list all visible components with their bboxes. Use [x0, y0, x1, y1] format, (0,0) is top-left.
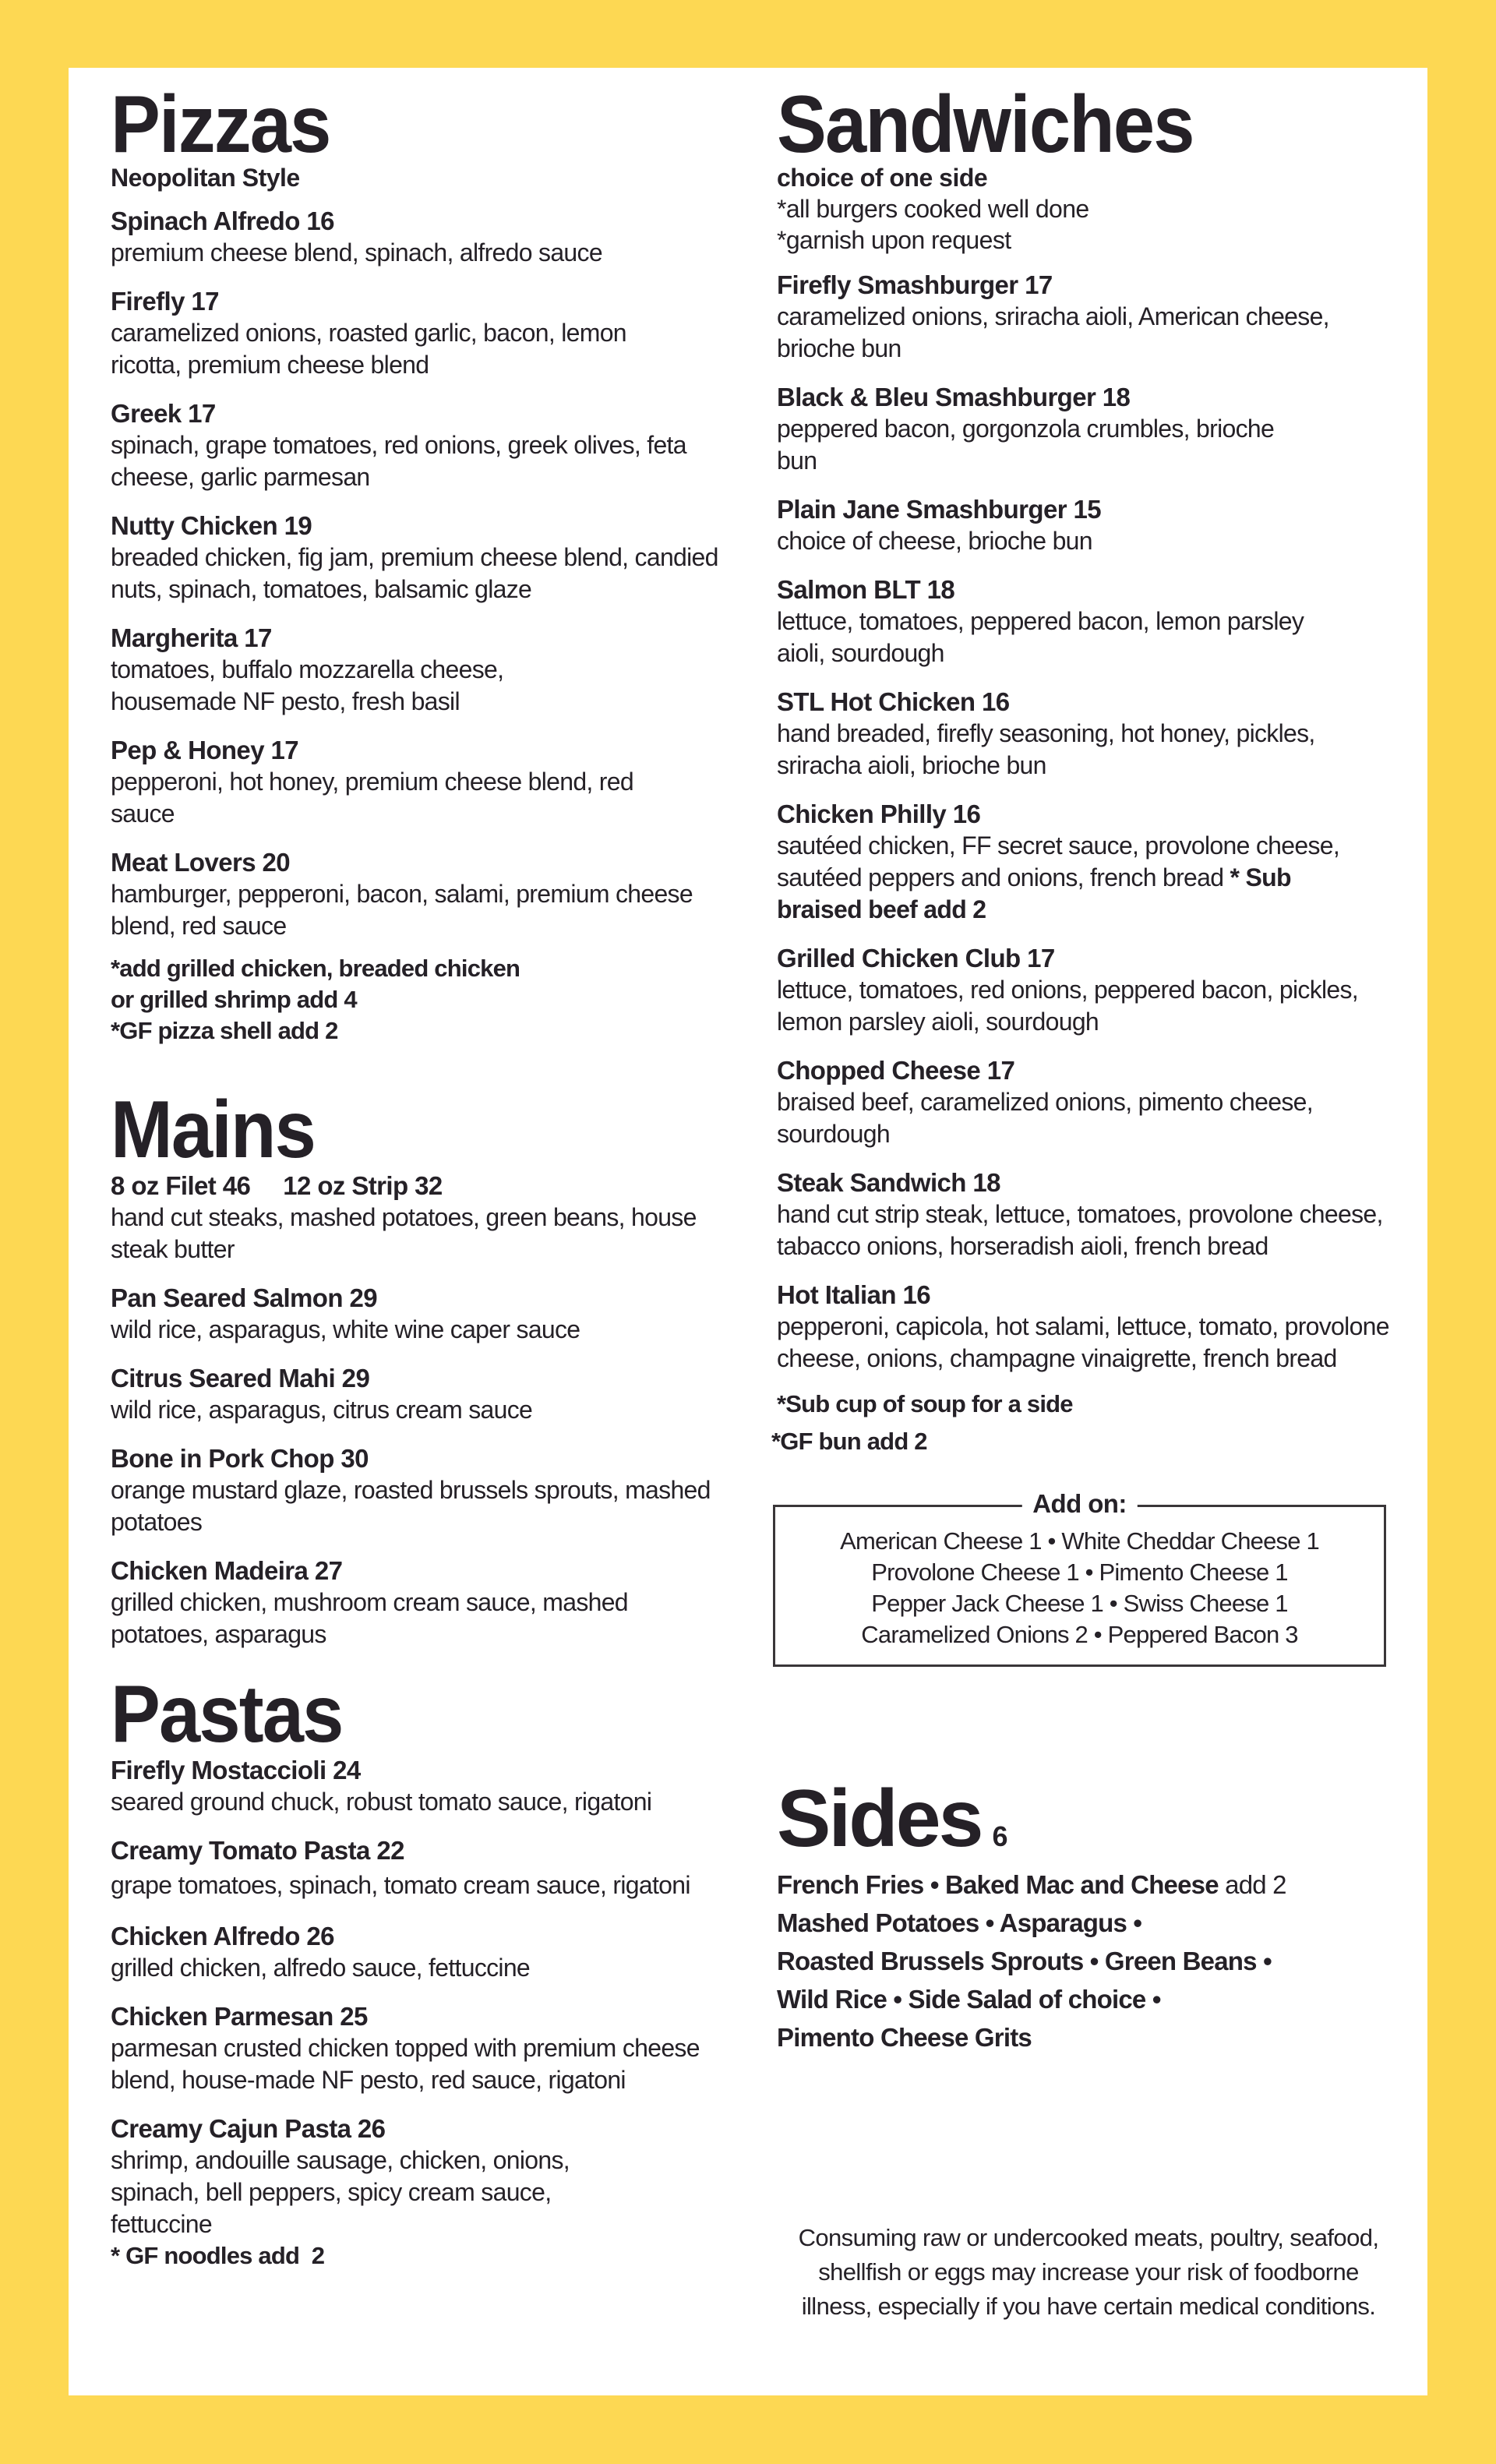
item-desc-text: sautéed chicken, FF secret sauce, provolone cheese, sautéed peppers and onions, french bread: [777, 831, 1340, 891]
menu-item: [777, 494, 1400, 557]
pizzas-section: [111, 79, 750, 1047]
soup-sub-note: *Sub cup of soup for a side: [777, 1390, 1073, 1417]
item-desc: lettuce, tomatoes, red onions, peppered bacon, pickles, lemon parsley aioli, sourdough: [777, 976, 1358, 1036]
menu-item: [111, 398, 750, 493]
item-desc: breaded chicken, fig jam, premium cheese blend, candied nuts, spinach, tomatoes, balsamic glaze: [111, 543, 718, 603]
menu-item-steaks: [111, 1170, 750, 1266]
item-title: Grilled Chicken Club 17: [777, 944, 1055, 973]
sides-line: Mashed Potatoes • Asparagus •: [777, 1908, 1142, 1937]
sandwiches-section: [771, 79, 1400, 1460]
sides-header: [777, 1774, 1400, 1864]
menu-item: [111, 847, 734, 942]
item-title: Margherita 17: [111, 623, 272, 652]
sides-section: [777, 1774, 1400, 2056]
item-title: Bone in Pork Chop 30: [111, 1444, 369, 1473]
menu-item: [111, 2001, 734, 2096]
item-desc: wild rice, asparagus, citrus cream sauce: [111, 1396, 533, 1424]
sides-price: 6: [992, 1820, 1008, 1852]
addon-line: Pepper Jack Cheese 1 • Swiss Cheese 1: [871, 1590, 1288, 1617]
item-desc: choice of cheese, brioche bun: [777, 527, 1092, 555]
item-title: STL Hot Chicken 16: [777, 687, 1010, 716]
menu-item: [777, 1167, 1400, 1262]
pastas-gf-note: * GF noodles add 2: [111, 2242, 325, 2269]
item-desc: hand cut strip steak, lettuce, tomatoes, provolone cheese, tabacco onions, horseradish aioli, french bread: [777, 1200, 1383, 1260]
item-title: Chopped Cheese 17: [777, 1056, 1015, 1085]
mains-heading: Mains: [111, 1085, 315, 1175]
item-desc: lettuce, tomatoes, peppered bacon, lemon parsley aioli, sourdough: [777, 607, 1304, 667]
menu-item: [111, 2113, 656, 2240]
item-desc: parmesan crusted chicken topped with premium cheese blend, house-made NF pesto, red sauce, rigatoni: [111, 2034, 700, 2094]
item-title: Creamy Tomato Pasta 22: [111, 1836, 404, 1865]
item-title: Firefly 17: [111, 287, 219, 316]
pizzas-subtitle: Neopolitan Style: [111, 164, 300, 192]
item-title: Spinach Alfredo 16: [111, 207, 334, 235]
sides-heading: Sides: [777, 1774, 982, 1864]
item-desc: hand cut steaks, mashed potatoes, green beans, house steak butter: [111, 1203, 697, 1263]
item-title: Nutty Chicken 19: [111, 511, 312, 540]
item-title: Chicken Alfredo 26: [111, 1922, 334, 1950]
item-title: Steak Sandwich 18: [777, 1168, 1000, 1197]
menu-item: [777, 687, 1346, 782]
sandwiches-subtitle: choice of one side: [777, 164, 988, 192]
mains-section: [111, 1085, 750, 1668]
item-desc: spinach, grape tomatoes, red onions, greek olives, feta cheese, garlic parmesan: [111, 431, 686, 491]
menu-item: [777, 270, 1338, 365]
menu-item: [111, 1755, 672, 1818]
menu-item: [111, 1363, 750, 1426]
menu-item: [777, 574, 1338, 669]
item-desc: wild rice, asparagus, white wine caper sauce: [111, 1315, 580, 1343]
menu-item: [111, 1921, 750, 1984]
item-desc: premium cheese blend, spinach, alfredo sauce: [111, 238, 602, 267]
item-title: Plain Jane Smashburger 15: [777, 495, 1102, 524]
item-title: Firefly Mostaccioli 24: [111, 1756, 361, 1784]
menu-item: [111, 1443, 750, 1538]
item-desc: orange mustard glaze, roasted brussels sprouts, mashed potatoes: [111, 1476, 711, 1536]
menu-item: [111, 1283, 750, 1346]
food-safety-disclaimer: Consuming raw or undercooked meats, poultry, seafood, shellfish or eggs may increase your risk of foodborne illness, especially if you have certain medical conditions.: [798, 2224, 1379, 2320]
item-title: Chicken Madeira 27: [111, 1556, 343, 1585]
pizzas-addon-note: or grilled shrimp add 4: [111, 986, 357, 1013]
menu-item: [111, 206, 750, 269]
item-title: Pan Seared Salmon 29: [111, 1283, 377, 1312]
item-title: Firefly Smashburger 17: [777, 270, 1053, 299]
sub-beef-note: * Sub braised beef add 2: [777, 863, 1291, 923]
menu-item: [111, 1835, 718, 1904]
sides-line: Roasted Brussels Sprouts • Green Beans •: [777, 1947, 1272, 1975]
addon-line: American Cheese 1 • White Cheddar Cheese 1: [840, 1527, 1319, 1555]
sides-line: [777, 1866, 1400, 1904]
sandwiches-note: *all burgers cooked well done: [777, 195, 1089, 223]
sides-line: Pimento Cheese Grits: [777, 2023, 1032, 2052]
strip-title: 12 oz Strip 32: [283, 1171, 443, 1200]
menu-item: [777, 1055, 1338, 1150]
sandwiches-note: *garnish upon request: [777, 226, 1011, 254]
menu-item: [111, 735, 703, 830]
item-title: Meat Lovers 20: [111, 848, 291, 877]
item-desc: [777, 830, 1369, 926]
sides-line: Wild Rice • Side Salad of choice •: [777, 1985, 1161, 2014]
menu-item: [777, 799, 1369, 926]
item-desc: caramelized onions, roasted garlic, bacon, lemon ricotta, premium cheese blend: [111, 319, 626, 379]
item-title: Hot Italian 16: [777, 1280, 930, 1309]
menu-item: [111, 1555, 640, 1650]
sides-line-bold: French Fries • Baked Mac and Cheese: [777, 1870, 1219, 1899]
item-title: Greek 17: [111, 399, 216, 428]
addon-box: [773, 1489, 1386, 1667]
mac-upcharge: add 2: [1218, 1870, 1286, 1899]
menu-item: [111, 510, 750, 605]
gf-bun-note: *GF bun add 2: [771, 1428, 927, 1455]
addon-line: Provolone Cheese 1 • Pimento Cheese 1: [871, 1559, 1288, 1586]
item-title: Chicken Philly 16: [777, 800, 981, 828]
item-title: Chicken Parmesan 25: [111, 2002, 368, 2031]
item-desc: pepperoni, hot honey, premium cheese blend, red sauce: [111, 768, 633, 828]
item-desc: hand breaded, firefly seasoning, hot honey, pickles, sriracha aioli, brioche bun: [777, 719, 1315, 779]
addon-list: [775, 1526, 1384, 1650]
filet-title: 8 oz Filet 46: [111, 1171, 251, 1200]
item-title: Citrus Seared Mahi 29: [111, 1364, 370, 1393]
item-desc: peppered bacon, gorgonzola crumbles, brioche bun: [777, 415, 1275, 475]
item-desc: shrimp, andouille sausage, chicken, onions, spinach, bell peppers, spicy cream sauce, fettuccine: [111, 2146, 570, 2238]
pizzas-addon-note: *add grilled chicken, breaded chicken: [111, 955, 520, 982]
item-title: Creamy Cajun Pasta 26: [111, 2114, 386, 2143]
item-title: Salmon BLT 18: [777, 575, 955, 604]
menu-item: [777, 1280, 1400, 1375]
menu-item: [777, 943, 1400, 1038]
item-title: Black & Bleu Smashburger 18: [777, 383, 1131, 411]
item-desc: caramelized onions, sriracha aioli, American cheese, brioche bun: [777, 302, 1329, 362]
sandwiches-heading: Sandwiches: [777, 79, 1194, 170]
item-desc: grape tomatoes, spinach, tomato cream sauce, rigatoni: [111, 1871, 690, 1899]
item-desc: grilled chicken, alfredo sauce, fettuccine: [111, 1954, 531, 1982]
steaks-title: [111, 1170, 750, 1202]
menu-item: [111, 623, 609, 718]
menu-item: [111, 286, 656, 381]
item-desc: tomatoes, buffalo mozzarella cheese, housemade NF pesto, fresh basil: [111, 655, 504, 715]
item-title: Pep & Honey 17: [111, 736, 299, 764]
item-desc: hamburger, pepperoni, bacon, salami, premium cheese blend, red sauce: [111, 880, 693, 940]
item-desc: seared ground chuck, robust tomato sauce, rigatoni: [111, 1788, 652, 1816]
sides-list: [777, 1866, 1400, 2056]
pizzas-gf-note: *GF pizza shell add 2: [111, 1017, 338, 1044]
addon-title: Add on:: [1021, 1488, 1137, 1520]
item-desc: pepperoni, capicola, hot salami, lettuce, tomato, provolone cheese, onions, champagne vinaigrette, french bread: [777, 1312, 1389, 1372]
addon-line: Caramelized Onions 2 • Peppered Bacon 3: [861, 1621, 1298, 1648]
item-desc: grilled chicken, mushroom cream sauce, mashed potatoes, asparagus: [111, 1588, 628, 1648]
pizzas-heading: Pizzas: [111, 79, 330, 170]
pastas-heading: Pastas: [111, 1669, 343, 1760]
menu-item: [777, 382, 1283, 477]
item-desc: braised beef, caramelized onions, pimento cheese, sourdough: [777, 1088, 1313, 1148]
pastas-section: [111, 1669, 750, 2272]
